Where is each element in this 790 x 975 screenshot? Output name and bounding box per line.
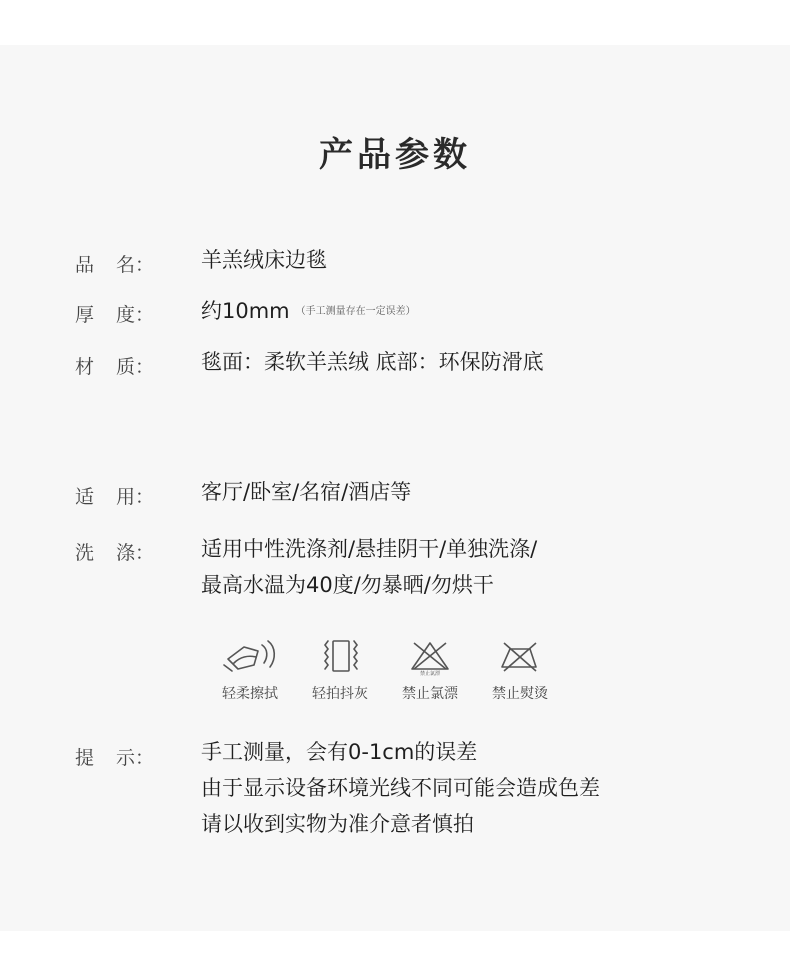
label-tips: 提 示：	[75, 747, 155, 769]
no-iron-icon	[488, 635, 552, 677]
label-thickness: 厚 度：	[75, 304, 155, 326]
value-thickness	[201, 293, 416, 330]
care-caption-no-iron: 禁止熨烫	[492, 686, 548, 702]
washing-line-2: 最高水温为40度/勿暴晒/勿烘干	[201, 573, 494, 597]
label-washing: 洗 涤：	[75, 542, 155, 564]
washing-line-1: 适用中性洗涤剂/悬挂阴干/单独洗涤/	[201, 537, 538, 561]
care-item-shake	[295, 635, 385, 710]
value-usage: 客厅/卧室/名宿/酒店等	[201, 480, 412, 504]
value-material: 毯面：柔软羊羔绒 底部：环保防滑底	[201, 350, 544, 374]
label-usage: 适 用：	[75, 486, 155, 508]
thickness-note: （手工测量存在一定误差）	[295, 306, 416, 317]
value-name: 羊羔绒床边毯	[201, 248, 327, 272]
label-name: 品 名：	[75, 254, 155, 276]
no-bleach-icon	[398, 635, 462, 677]
value-washing	[201, 531, 537, 603]
tips-line-1: 手工测量，会有0-1cm的误差	[201, 740, 478, 764]
no-bleach-inner-text: 禁止氯漂	[419, 671, 441, 677]
thickness-value: 约10mm	[201, 299, 290, 323]
value-tips	[201, 734, 600, 842]
care-caption-wipe: 轻柔擦拭	[222, 686, 278, 702]
care-item-no-bleach	[385, 635, 475, 710]
shake-dust-icon	[308, 635, 372, 677]
care-caption-shake: 轻拍抖灰	[312, 686, 368, 702]
tips-line-2: 由于显示设备环境光线不同可能会造成色差	[201, 776, 600, 800]
hand-wipe-icon	[218, 635, 282, 677]
page-title: 产品参数	[319, 135, 471, 175]
care-item-wipe	[205, 635, 295, 710]
care-icons	[205, 635, 565, 710]
label-material: 材 质：	[75, 356, 155, 378]
tips-line-3: 请以收到实物为准介意者慎拍	[201, 812, 474, 836]
care-caption-no-bleach: 禁止氯漂	[402, 686, 458, 702]
care-item-no-iron	[475, 635, 565, 710]
